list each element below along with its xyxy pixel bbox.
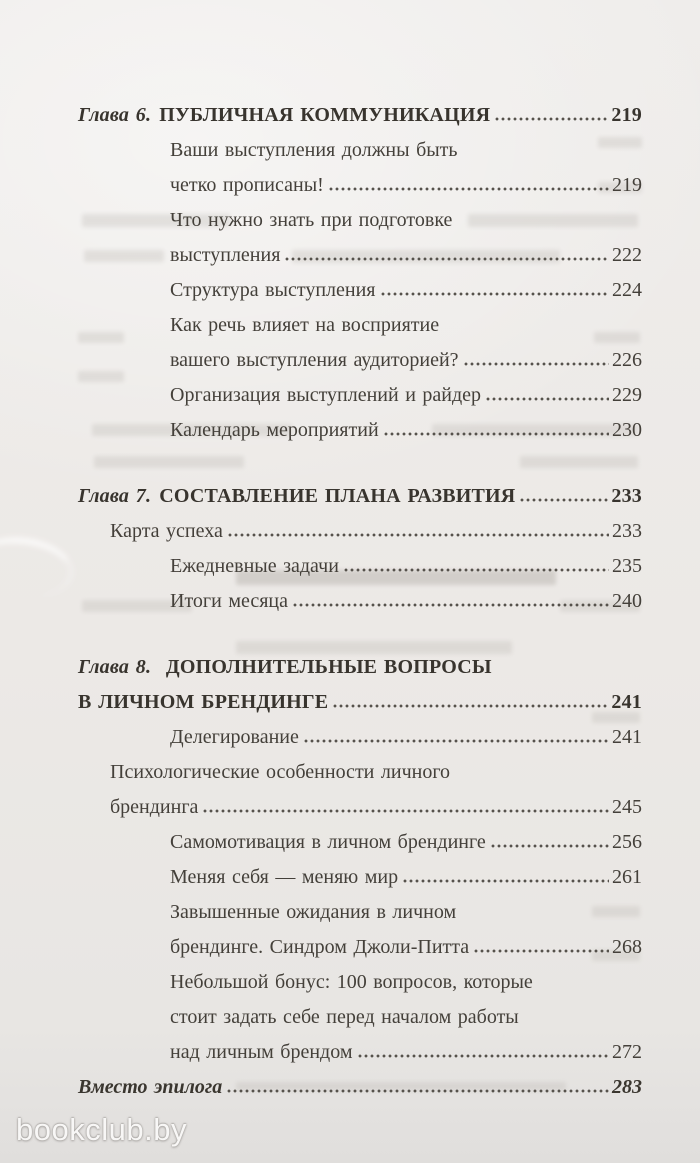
toc-entry-line: стоит задать себе перед началом работы xyxy=(170,1006,519,1028)
toc-entry-line: брендинге. Синдром Джоли-Питта 268 xyxy=(78,930,642,965)
page-number: 224 xyxy=(612,279,642,301)
toc-entry-line: вашего выступления аудиторией? 226 xyxy=(78,343,642,378)
toc-chapter-6 xyxy=(78,98,642,448)
dot-leader xyxy=(358,1054,609,1058)
toc-chapter-7 xyxy=(78,479,642,619)
toc-chapter-heading xyxy=(78,650,642,685)
toc-chapter-heading-line2 xyxy=(78,685,642,720)
toc-entry: Календарь мероприятий 230 xyxy=(78,413,642,448)
dot-leader xyxy=(474,949,609,953)
dot-leader xyxy=(464,362,609,366)
dot-leader xyxy=(304,739,609,743)
toc-entry xyxy=(78,895,642,965)
page-number: 222 xyxy=(612,244,642,266)
dot-leader xyxy=(495,117,608,121)
dot-leader xyxy=(285,257,609,261)
toc-entry: Самомотивация в личном брендинге 256 xyxy=(78,825,642,860)
dot-leader xyxy=(293,603,609,607)
toc-entry-line: над личным брендом 272 xyxy=(78,1035,642,1070)
toc-entry xyxy=(78,755,642,825)
page-number: 245 xyxy=(612,796,642,818)
table-of-contents xyxy=(78,98,642,1105)
page-number: 261 xyxy=(612,866,642,888)
page-number: 256 xyxy=(612,831,642,853)
chapter-title: В ЛИЧНОМ БРЕНДИНГЕ xyxy=(78,691,329,713)
chapter-number: Глава 8. xyxy=(78,656,152,678)
toc-entry: Делегирование 241 xyxy=(78,720,642,755)
dot-leader xyxy=(491,844,609,848)
page-number: 230 xyxy=(612,419,642,441)
toc-chapter-8 xyxy=(78,650,642,1070)
toc-chapter-heading xyxy=(78,98,642,133)
toc-entry-line: Как речь влияет на восприятие xyxy=(170,314,440,336)
dot-leader xyxy=(228,533,609,537)
page-curl-highlight xyxy=(0,531,77,602)
page-number: 235 xyxy=(612,555,642,577)
toc-entry xyxy=(78,133,642,203)
toc-entry xyxy=(78,308,642,378)
toc-entry-line: Небольшой бонус: 100 вопросов, которые xyxy=(170,971,533,993)
page-number: 241 xyxy=(612,726,642,748)
toc-entry: Карта успеха 233 xyxy=(78,514,642,549)
dot-leader xyxy=(486,397,609,401)
chapter-number: Глава 6. xyxy=(78,104,152,126)
dot-leader xyxy=(403,879,609,883)
page-number: 233 xyxy=(611,485,642,507)
toc-entry-line: четко прописаны! 219 xyxy=(78,168,642,203)
toc-entry-line: Что нужно знать при подготовке xyxy=(170,209,453,231)
toc-entry xyxy=(78,203,642,273)
chapter-title: ПУБЛИЧНАЯ КОММУНИКАЦИЯ xyxy=(159,104,491,126)
page-number: 283 xyxy=(612,1076,642,1098)
page-number: 240 xyxy=(612,590,642,612)
toc-entry-line: Психологические особенности личного xyxy=(110,761,451,783)
toc-entry: Меняя себя — меняю мир 261 xyxy=(78,860,642,895)
toc-entry-line: выступления 222 xyxy=(78,238,642,273)
toc-entry: Итоги месяца 240 xyxy=(78,584,642,619)
dot-leader xyxy=(203,809,609,813)
chapter-title: ДОПОЛНИТЕЛЬНЫЕ ВОПРОСЫ xyxy=(165,656,492,678)
toc-entry-line: Ваши выступления должны быть xyxy=(170,139,458,161)
toc-epilogue-entry: Вместо эпилога 283 xyxy=(78,1070,642,1105)
toc-entry: Организация выступлений и райдер 229 xyxy=(78,378,642,413)
chapter-number: Глава 7. xyxy=(78,485,152,507)
page-number: 219 xyxy=(611,104,642,126)
toc-chapter-heading xyxy=(78,479,642,514)
page-number: 272 xyxy=(612,1041,642,1063)
dot-leader xyxy=(333,704,608,708)
dot-leader xyxy=(329,187,609,191)
dot-leader xyxy=(384,432,609,436)
watermark: bookclub.by xyxy=(16,1112,187,1147)
dot-leader xyxy=(344,568,609,572)
toc-entry: Структура выступления 224 xyxy=(78,273,642,308)
toc-entry-line: брендинга 245 xyxy=(78,790,642,825)
dot-leader xyxy=(227,1089,609,1093)
page-number: 226 xyxy=(612,349,642,371)
toc-entry xyxy=(78,965,642,1070)
page-number: 219 xyxy=(612,174,642,196)
dot-leader xyxy=(381,292,609,296)
toc-entry-line: Завышенные ожидания в личном xyxy=(170,901,457,923)
page-number: 233 xyxy=(612,520,642,542)
page-number: 229 xyxy=(612,384,642,406)
page-number: 268 xyxy=(612,936,642,958)
toc-entry: Ежедневные задачи 235 xyxy=(78,549,642,584)
chapter-title: СОСТАВЛЕНИЕ ПЛАНА РАЗВИТИЯ xyxy=(159,485,516,507)
dot-leader xyxy=(520,498,608,502)
page-number: 241 xyxy=(611,691,642,713)
